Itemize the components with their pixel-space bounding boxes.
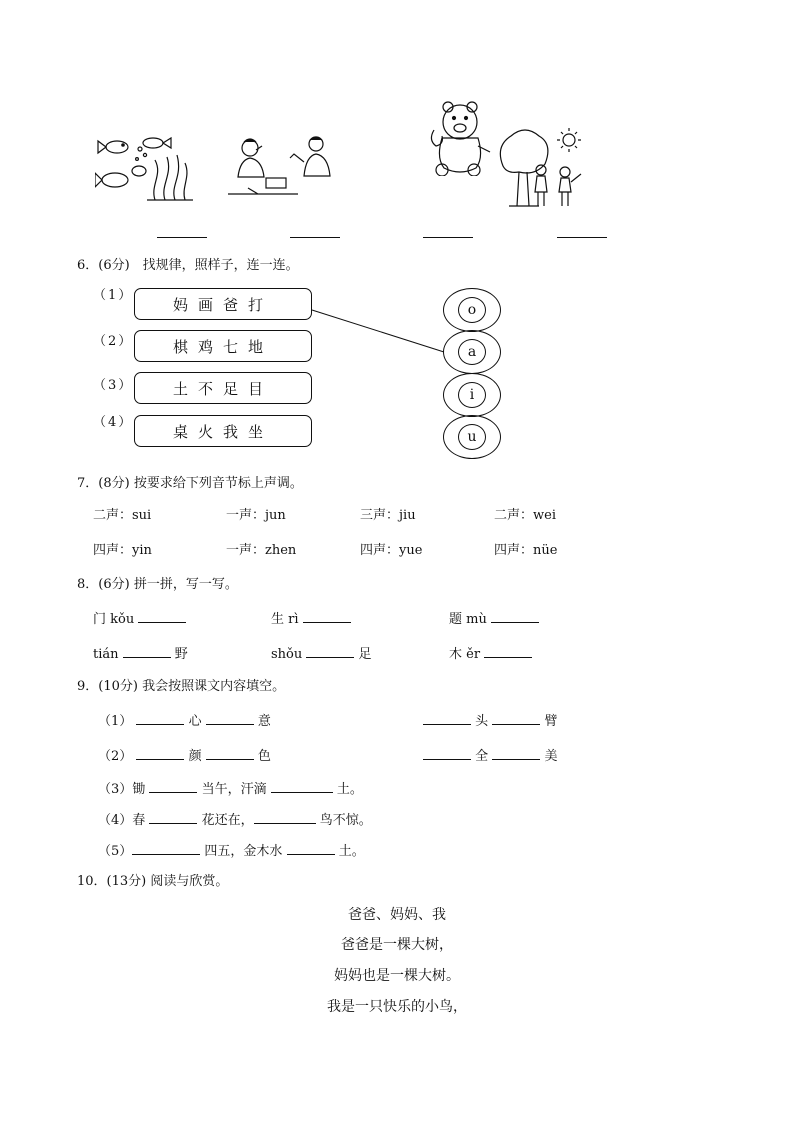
q8-item: shǒu 足 [271,647,372,662]
q9-blank[interactable] [287,842,335,855]
q10-title: 10．(13分) 阅读与欣赏。 [77,874,229,889]
q7-item: 二声：sui [93,508,152,523]
q9-blank[interactable] [423,712,471,725]
q8-blank[interactable] [484,645,532,658]
q9-blank[interactable] [206,712,254,725]
q6-row-number: （4） [93,415,134,430]
poem-line: 我是一只快乐的小鸟， [327,999,467,1015]
q7-item: 四声：nüe [494,543,558,558]
q8-blank[interactable] [491,610,539,623]
q8-blank[interactable] [138,610,186,623]
q7-item: 四声：yue [360,543,423,558]
q8-blank[interactable] [303,610,351,623]
q6-row-number: （1） [93,288,134,303]
q7-item: 一声：jun [226,508,286,523]
q9-blank[interactable] [271,780,333,793]
q9-blank[interactable] [132,842,200,855]
q9-line-3: （3）锄 当午，汗滴 土。 [98,782,363,797]
q7-item: 二声：wei [494,508,556,523]
q8-item: tián 野 [93,647,188,662]
q6-row-number: （2） [93,334,134,349]
q8-item: 生 rì [271,610,351,628]
q6-word-text: 棋鸡七地 [172,337,273,356]
poem-title: 爸爸、妈妈、我 [348,907,446,923]
q8-title: 8．(6分) 拼一拼，写一写。 [77,577,238,592]
q8-item: 木 ěr [449,645,532,663]
q6-vowel-label: a [458,339,486,365]
q7-item: 四声：yin [93,543,152,558]
q9-blank[interactable] [423,747,471,760]
q9-blank[interactable] [149,780,197,793]
q9-blank[interactable] [149,811,197,824]
q6-word-text: 妈画爸打 [172,295,273,314]
q8-item: 题 mù [449,610,539,628]
q8-blank[interactable] [123,645,171,658]
q7-item: 一声：zhen [226,543,297,558]
q9-line-2-right: 全 美 [423,747,557,765]
q9-line-5: （5） 四五，金木水 土。 [98,844,365,859]
q9-blank[interactable] [492,747,540,760]
q6-word-text: 土不足目 [172,379,273,398]
q9-title: 9．(10分) 我会按照课文内容填空。 [77,679,286,694]
q9-blank[interactable] [206,747,254,760]
q7-item: 三声：jiu [360,508,416,523]
q6-vowel-label: u [458,424,486,450]
q8-item: 门 kǒu [93,610,186,628]
q9-blank[interactable] [136,712,184,725]
q6-word-text: 桌火我坐 [172,422,273,441]
q9-line-4: （4）春 花还在， 鸟不惊。 [98,813,372,828]
q7-title: 7．(8分) 按要求给下列音节标上声调。 [77,476,303,491]
q8-blank[interactable] [306,645,354,658]
q6-vowel-label: i [458,382,486,408]
poem-line: 妈妈也是一棵大树。 [334,968,460,984]
q6-row-number: （3） [93,378,134,393]
q9-line-2-left: （2） 颜 色 [98,749,271,764]
q9-blank[interactable] [136,747,184,760]
q6-title: 6．(6分) 找规律，照样子，连一连。 [77,258,299,273]
q6-vowel-label: o [458,297,486,323]
q9-line-1-left: （1） 心 意 [98,714,271,729]
q9-line-1-right: 头 臂 [423,712,557,730]
poem-line: 爸爸是一棵大树， [341,937,453,953]
q9-blank[interactable] [492,712,540,725]
q9-blank[interactable] [254,811,316,824]
